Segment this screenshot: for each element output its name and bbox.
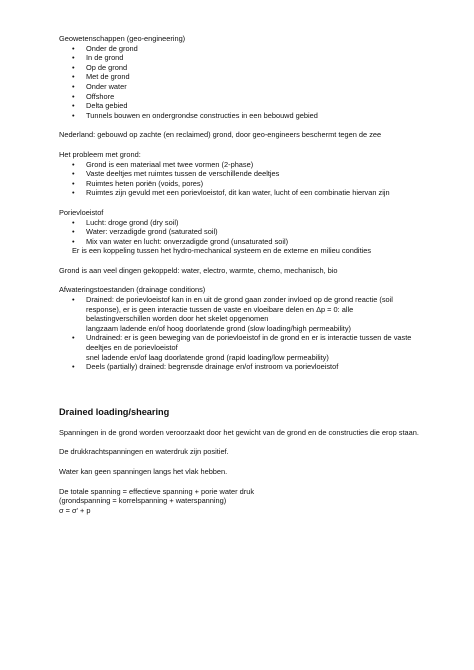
document-body bbox=[59, 34, 419, 515]
formula-line: σ = σ' + p bbox=[59, 505, 91, 515]
list-item: • Vaste deeltjes met ruimtes tussen de verschillende deeltjes bbox=[59, 169, 419, 179]
section-heading: Drained loading/shearing bbox=[59, 406, 170, 417]
drained-extra: langzaam ladende en/of hoog doorlatende grond (slow loading/high permeability) bbox=[86, 323, 352, 333]
probleem-list bbox=[59, 160, 419, 198]
list-item: • Delta gebied bbox=[59, 101, 419, 111]
list-item: • Onder water bbox=[59, 82, 419, 92]
list-item: • Onder de grond bbox=[59, 44, 419, 54]
probleem-heading: Het probleem met grond: bbox=[59, 149, 141, 159]
geo-list bbox=[59, 44, 419, 121]
afwatering-list-3 bbox=[59, 362, 419, 372]
drained-text: Drained: de porievloeistof kan in en uit de grond gaan zonder invloed op de grond reactie (soil response), er is geen interactie tussen de vaste en vloeibare delen en Δp = 0: alle belastingverschillen worden door het skelet opgenomen bbox=[86, 295, 393, 324]
afwatering-list-2 bbox=[59, 333, 419, 352]
koppeling-note: Er is een koppeling tussen het hydro-mechanical systeem en de externe en milieu condities bbox=[72, 246, 372, 256]
geo-heading: Geowetenschappen (geo-engineering) bbox=[59, 34, 186, 43]
list-item: • Ruimtes heten poriën (voids, pores) bbox=[59, 179, 419, 189]
list-item: • Ruimtes zijn gevuld met een porievloeistof, dit kan water, lucht of een combinatie hiervan zijn bbox=[59, 188, 419, 198]
list-item: • Mix van water en lucht: onverzadigde grond (unsaturated soil) bbox=[59, 237, 419, 247]
list-item: • In de grond bbox=[59, 53, 419, 63]
spanningen-paragraph: Spanningen in de grond worden veroorzaakt door het gewicht van de grond en de constructies die erop staan. bbox=[59, 427, 419, 437]
list-item: • Offshore bbox=[59, 92, 419, 102]
afwatering-heading: Afwateringstoestanden (drainage conditions) bbox=[59, 285, 206, 295]
list-item-partial: • Deels (partially) drained: begrensde drainage en/of instroom va porievloeistof bbox=[59, 362, 419, 372]
list-item: • Op de grond bbox=[59, 63, 419, 73]
nederland-paragraph: Nederland: gebouwd op zachte (en reclaimed) grond, door geo-engineers beschermt tegen de zee bbox=[59, 130, 382, 140]
afwatering-list bbox=[59, 295, 419, 324]
list-item: • Water: verzadigde grond (saturated soil) bbox=[59, 227, 419, 237]
list-item: • Grond is een materiaal met twee vormen (2-phase) bbox=[59, 160, 419, 170]
list-item: • Lucht: droge grond (dry soil) bbox=[59, 218, 419, 228]
undrained-text: Undrained: er is geen beweging van de porievloeistof in de grond en er is interactie tussen de vaste deeltjes en de porievloeistof bbox=[86, 333, 412, 353]
formula-line: (grondspanning = korrelspanning + waterspanning) bbox=[59, 496, 227, 506]
list-item-undrained bbox=[59, 333, 419, 352]
list-item: • Met de grond bbox=[59, 72, 419, 82]
undrained-extra: snel ladende en/of laag doorlatende grond (rapid loading/low permeability) bbox=[86, 352, 329, 362]
porievloeistof-list bbox=[59, 218, 419, 247]
positief-paragraph: De drukkrachtspanningen en waterdruk zijn positief. bbox=[59, 447, 229, 457]
list-item-drained bbox=[59, 295, 419, 324]
porievloeistof-heading: Porievloeistof bbox=[59, 207, 104, 217]
water-paragraph: Water kan geen spanningen langs het vlak hebben. bbox=[59, 467, 228, 476]
gekoppeld-paragraph: Grond is aan veel dingen gekoppeld: water, electro, warmte, chemo, mechanisch, bio bbox=[59, 265, 338, 275]
list-item: • Tunnels bouwen en ondergrondse constructies in een bebouwd gebied bbox=[59, 111, 419, 121]
formula-line: De totale spanning = effectieve spanning + porie water druk bbox=[59, 486, 255, 496]
